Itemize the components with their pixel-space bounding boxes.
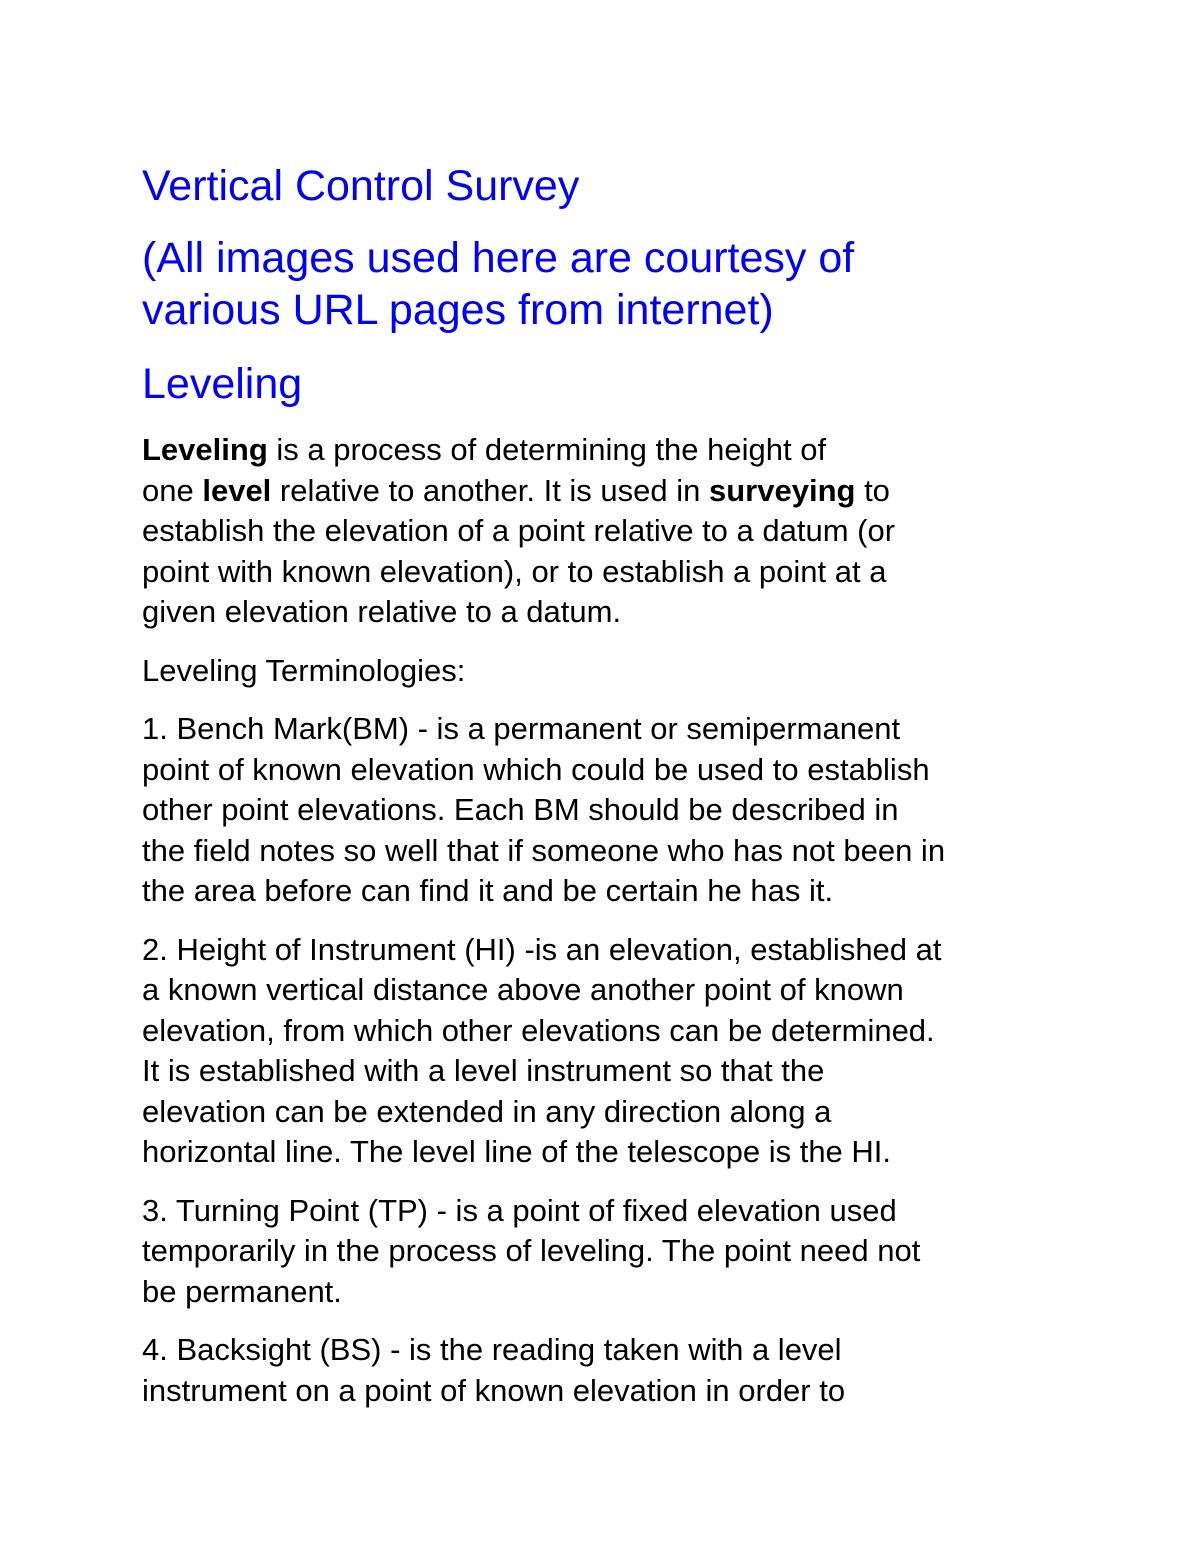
term-line: 2. Height of Instrument (HI) -is an elevation, established at [142, 931, 942, 967]
term-line: a known vertical distance above another point of known [142, 972, 904, 1007]
document-title: Vertical Control Survey [142, 162, 580, 210]
term-line: other point elevations. Each BM should be described in [142, 792, 899, 827]
term-line: be permanent. [142, 1273, 342, 1309]
term-line: elevation, from which other elevations can be determined. [142, 1012, 935, 1048]
intro-text: to [855, 472, 890, 508]
intro-line [142, 430, 1072, 471]
term-paragraph-bench-mark [142, 709, 1072, 912]
intro-paragraph [142, 430, 1072, 633]
section-heading-leveling: Leveling [142, 360, 303, 408]
terminologies-label-text: Leveling Terminologies: [142, 652, 466, 688]
document-content [142, 160, 1072, 1429]
term-line: the field notes so well that if someone who has not been in [142, 832, 946, 868]
intro-line: establish the elevation of a point relative to a datum (or [142, 513, 896, 548]
intro-line [142, 471, 1072, 512]
document-subtitle [142, 232, 1072, 336]
term-line: 1. Bench Mark(BM) - is a permanent or semipermanent [142, 711, 901, 746]
bold-term-surveying: surveying [709, 472, 856, 508]
term-paragraph-height-of-instrument [142, 930, 1072, 1173]
subtitle-line: various URL pages from internet) [142, 286, 774, 334]
term-line: 4. Backsight (BS) - is the reading taken with a level [142, 1332, 842, 1367]
term-line: It is established with a level instrument so that the [142, 1053, 825, 1088]
bold-term-leveling: Leveling [142, 432, 268, 467]
term-line: horizontal line. The level line of the telescope is the HI. [142, 1134, 892, 1169]
bold-term-level: level [202, 472, 272, 508]
subtitle-line: (All images used here are courtesy of [142, 234, 855, 282]
intro-line: point with known elevation), or to establish a point at a [142, 553, 887, 589]
term-line: instrument on a point of known elevation in order to [142, 1372, 846, 1408]
term-line: 3. Turning Point (TP) - is a point of fixed elevation used [142, 1192, 897, 1228]
term-paragraph-backsight [142, 1330, 1072, 1411]
intro-text: relative to another. It is used in [271, 472, 709, 508]
term-line: the area before can find it and be certain he has it. [142, 873, 834, 908]
intro-text: is a process of determining the height of [267, 432, 827, 467]
term-line: temporarily in the process of leveling. The point need not [142, 1233, 921, 1268]
term-line: point of known elevation which could be used to establish [142, 751, 930, 787]
term-line: elevation can be extended in any direction along a [142, 1093, 832, 1129]
intro-line: given elevation relative to a datum. [142, 594, 622, 629]
term-paragraph-turning-point [142, 1191, 1072, 1313]
terminologies-label [142, 651, 1072, 692]
intro-text: one [142, 472, 203, 508]
